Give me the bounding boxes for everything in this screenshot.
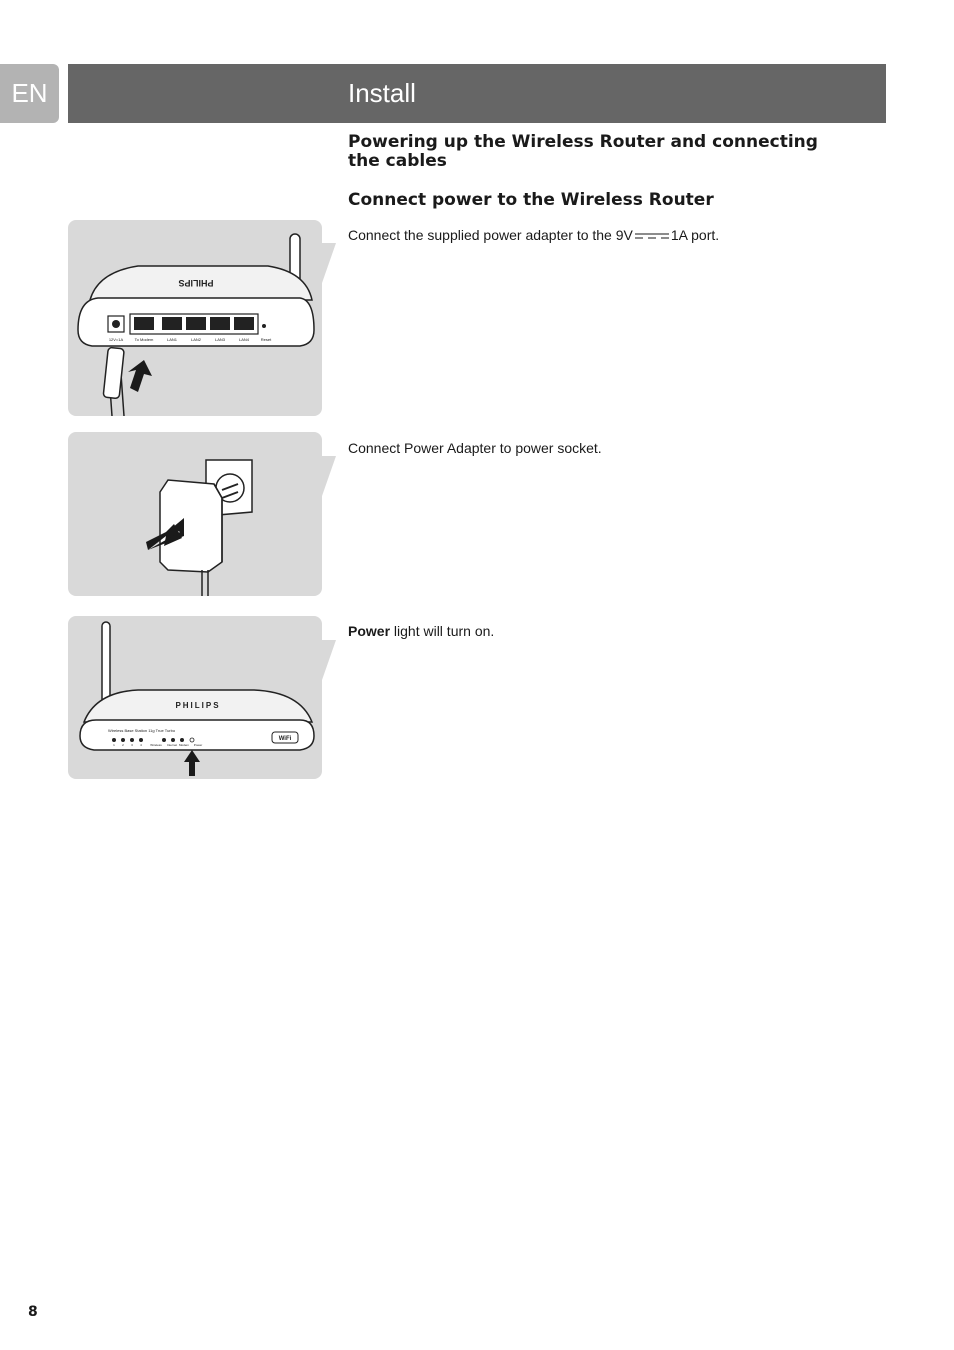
led-label-modem: Modem <box>178 743 190 747</box>
port-label-lan1: LAN1 <box>166 337 178 342</box>
language-tab: EN <box>0 64 59 123</box>
led-label-4: 4 <box>140 743 142 747</box>
router-front-brand: PHILIPS <box>175 701 221 710</box>
step-3-rest: light will turn on. <box>390 623 495 639</box>
section-heading: Powering up the Wireless Router and connecting the cables <box>348 132 818 171</box>
section-title: Install <box>348 78 416 108</box>
port-label-lan4: LAN4 <box>238 337 250 342</box>
panel-pointer-icon <box>322 640 338 680</box>
port-label-lan2: LAN2 <box>190 337 202 342</box>
wifi-badge: WiFi <box>278 736 292 742</box>
router-back-drawing <box>68 220 322 416</box>
port-label-reset: Reset <box>260 337 272 342</box>
router-front-illustration <box>68 616 322 779</box>
subsection-heading: Connect power to the Wireless Router <box>348 190 714 210</box>
panel-pointer-icon <box>322 456 338 496</box>
port-label-lan3: LAN3 <box>214 337 226 342</box>
led-label-internet: Internet <box>166 743 178 747</box>
router-back-illustration <box>68 220 322 416</box>
led-label-3: 3 <box>131 743 133 747</box>
power-socket-illustration <box>68 432 322 596</box>
led-label-power: Power <box>193 743 203 747</box>
panel-pointer-icon <box>322 243 338 283</box>
port-label-power: 12V=1A <box>108 337 124 342</box>
led-label-wireless: Wireless <box>150 743 162 747</box>
step-3-text <box>348 622 848 640</box>
insert-arrow-icon <box>128 360 152 392</box>
power-socket-drawing <box>68 432 322 596</box>
led-label-2: 2 <box>122 743 124 747</box>
router-back-brand: PHILIPS <box>178 278 214 288</box>
led-label-1: 1 <box>113 743 115 747</box>
router-front-drawing <box>68 616 322 779</box>
step-1-text-before: Connect the supplied power adapter to the 9V <box>348 227 633 243</box>
dc-symbol-icon <box>634 231 670 241</box>
up-arrow-icon <box>184 750 200 776</box>
page-number: 8 <box>28 1304 38 1320</box>
step-2-text: Connect Power Adapter to power socket. <box>348 440 602 456</box>
router-model-label: Wireless Base Station 11g True Turbo <box>108 728 176 733</box>
step-1-text <box>348 226 848 244</box>
port-label-modem: To Modem <box>134 337 154 342</box>
section-header-bar <box>68 64 886 123</box>
step-3-bold: Power <box>348 623 391 639</box>
step-1-text-after: 1A port. <box>670 227 720 243</box>
